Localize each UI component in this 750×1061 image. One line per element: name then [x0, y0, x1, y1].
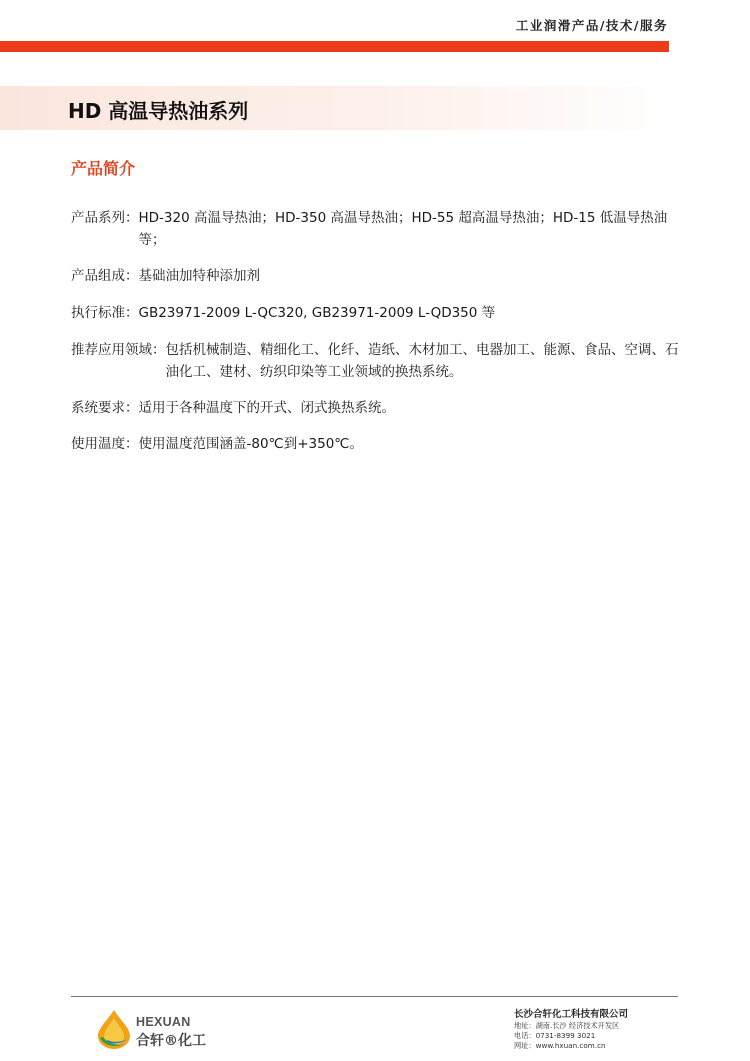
header-accent-bar [0, 41, 669, 52]
info-label: 使用温度： [71, 436, 139, 452]
footer-divider [71, 996, 678, 997]
logo-english: HEXUAN [136, 1015, 191, 1029]
info-row-series [71, 207, 691, 251]
page-title: HD 高温导热油系列 [68, 99, 249, 123]
info-label: 执行标准： [71, 305, 139, 321]
info-row-standard [71, 302, 691, 324]
company-phone: 电话：0731-8399 3021 [514, 1031, 596, 1040]
company-website: 网址：www.hxuan.com.cn [514, 1041, 606, 1050]
info-value: 使用温度范围涵盖-80℃到+350℃。 [138, 436, 363, 452]
info-row-system [71, 397, 691, 419]
info-value: GB23971-2009 L-QC320, GB23971-2009 L-QD350 等 [138, 305, 496, 321]
company-info [514, 1008, 684, 1051]
title-band [0, 86, 680, 130]
info-value: 包括机械制造、精细化工、化纤、造纸、木材加工、电器加工、能源、食品、空调、石油化工、建材、纺织印染等工业领域的换热系统。 [165, 342, 679, 380]
info-row-application [71, 339, 691, 383]
info-value: 基础油加特种添加剂 [138, 268, 260, 284]
company-name: 长沙合轩化工科技有限公司 [514, 1009, 629, 1020]
info-value: 适用于各种温度下的开式、闭式换热系统。 [138, 400, 395, 416]
oil-drop-logo-icon [94, 1008, 134, 1050]
product-info [71, 207, 691, 471]
info-label: 系统要求： [71, 400, 139, 416]
info-row-temperature [71, 433, 691, 455]
info-value: HD-320 高温导热油；HD-350 高温导热油；HD-55 超高温导热油；HD-15 低温导热油等； [138, 210, 668, 248]
info-label: 产品组成： [71, 268, 139, 284]
header-tagline: 工业润滑产品/技术/服务 [515, 18, 668, 33]
logo-chinese: 合轩®化工 [136, 1033, 206, 1049]
company-logo [94, 1006, 214, 1052]
info-label: 推荐应用领域： [71, 342, 166, 358]
info-label: 产品系列： [71, 210, 139, 226]
section-title: 产品简介 [71, 159, 136, 178]
company-address: 地址：湖南.长沙 经济技术开发区 [514, 1021, 620, 1030]
info-row-composition [71, 265, 691, 287]
